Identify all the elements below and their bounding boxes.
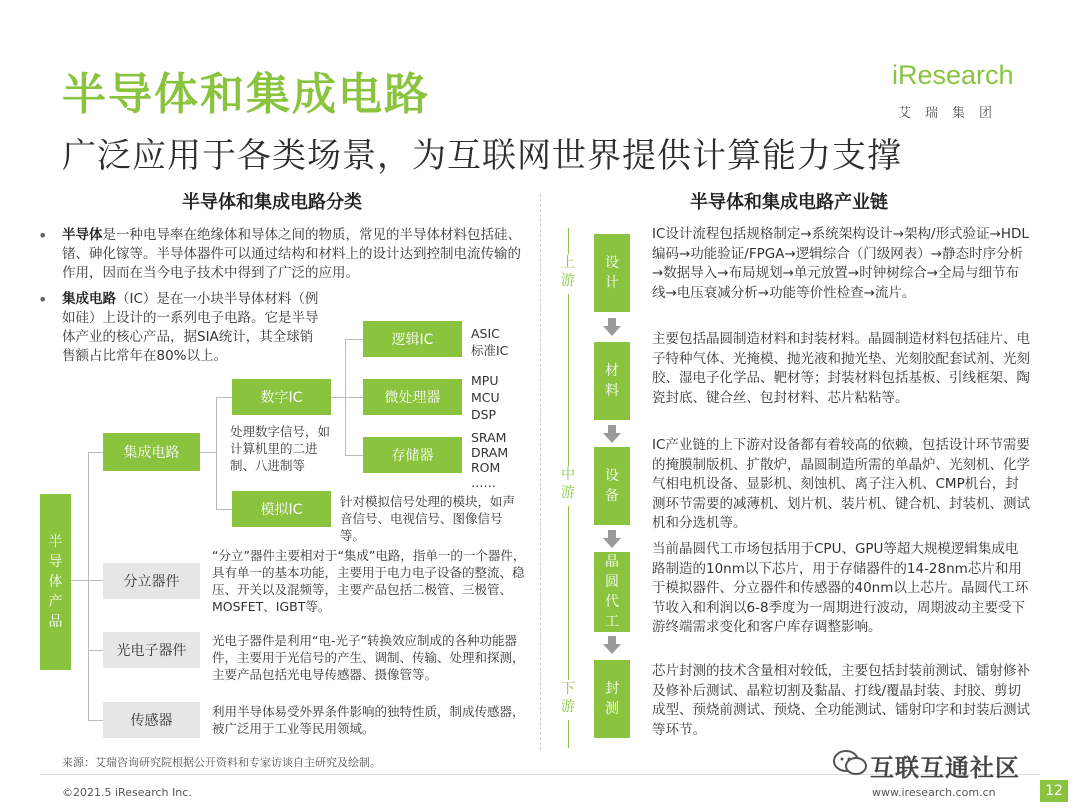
bullet-ic (62, 290, 324, 366)
phase-downstream: 下游 (557, 680, 579, 720)
memory-items: SRAM DRAM ROM …… (471, 430, 509, 490)
node-integrated-circuit: 集成电路 (103, 433, 200, 471)
phase-midstream: 中游 (557, 466, 579, 506)
connector (88, 720, 103, 721)
node-microprocessor: 微处理器 (363, 379, 462, 415)
left-section-heading: 半导体和集成电路分类 (182, 192, 362, 213)
iresearch-logo (892, 60, 1022, 122)
bullet-dot: • (38, 290, 48, 309)
discrete-desc: “分立”器件主要相对于“集成”电路，指单一的一个器件，具有单一的基本功能，主要用于电力电子设备的整流、稳压、开关以及混频等，主要产品包括二极管、三极管、MOSFET、IGBT等。 (212, 548, 526, 614)
logo-subtext: 艾瑞集团 (898, 106, 1007, 121)
page-number: 12 (1040, 780, 1068, 802)
copyright: ©2021.5 iResearch Inc. (62, 786, 192, 799)
microprocessor-items: MPU MCU DSP (471, 373, 500, 422)
website-link[interactable]: www.iresearch.com.cn (872, 786, 996, 799)
stage-equipment: 设备 (594, 447, 630, 525)
connector (345, 397, 363, 398)
page-title: 半导体和集成电路 (62, 69, 430, 120)
analog-ic-desc: 针对模拟信号处理的模块，如声音信号、电视信号、图像信号等。 (340, 494, 516, 543)
source-note: 来源：艾瑞咨询研究院根据公开资料和专家访谈自主研究及绘制。 (62, 756, 381, 769)
connector (88, 452, 103, 453)
node-logic-ic: 逻辑IC (363, 321, 462, 357)
connector (345, 339, 363, 340)
stage-foundry: 晶圆代工 (594, 552, 630, 632)
connector (88, 580, 103, 581)
down-arrow-icon (603, 636, 621, 654)
bullet-semiconductor (62, 226, 530, 283)
stage-packaging-desc: 芯片封测的技术含量相对较低，主要包括封装前测试、镭射修补及修补后测试、晶粒切割及黏晶、打线/覆晶封装、封胶、剪切成型、预烧前测试、预烧、全功能测试、镭射印字和封装后测试等环节。 (652, 663, 1030, 738)
page-subtitle: 广泛应用于各类场景，为互联网世界提供计算能力支撑 (62, 136, 902, 176)
stage-materials-desc: 主要包括晶圆制造材料和封装材料。晶圆制造材料包括硅片、电子特种气体、光掩模、抛光液和抛光垫、光刻胶配套试剂、光刻胶、湿电子化学品、靶材等；封装材料包括基板、引线框架、陶瓷封底、键合丝、包封材料、芯片粘粘等。 (652, 331, 1030, 406)
bullet-text: （IC）是在一小块半导体材料（例如硅）上设计的一系列电子电路。它是半导体产业的核心产品，据SIA统计，其全球销售额占比常年在80%以上。 (62, 291, 319, 364)
down-arrow-icon (603, 425, 621, 443)
stage-materials: 材料 (594, 342, 630, 420)
sensor-desc: 利用半导体易受外界条件影响的独特性质，制成传感器，被广泛用于工业等民用领域。 (212, 704, 525, 736)
digital-ic-desc: 处理数字信号，如计算机里的二进制、八进制等 (230, 424, 331, 473)
down-arrow-icon (603, 318, 621, 336)
connector (216, 509, 232, 510)
logic-ic-items: ASIC 标准IC (471, 326, 509, 358)
connector (200, 452, 216, 453)
right-section-heading: 半导体和集成电路产业链 (690, 192, 888, 213)
bullet-term: 半导体 (62, 227, 103, 243)
node-analog-ic: 模拟IC (232, 491, 331, 527)
connector (216, 397, 217, 509)
watermark-text: 互联互通社区 (870, 754, 1020, 782)
optoelectronic-desc: 光电子器件是利用“电-光子”转换效应制成的各种功能器件，主要用于光信号的产生、调制、传输、处理和探测，主要产品包括光电导传感器、摄像管等。 (212, 633, 525, 682)
stage-design-desc: IC设计流程包括规格制定→系统架构设计→架构/形式验证→HDL编码→功能验证/FPGA→逻辑综合（门级网表）→静态时序分析→数据导入→布局规划→单元放置→时钟树综合→全局与细节布线→电压衰减分析→功能等价性检查→流片。 (652, 226, 1029, 301)
connector (331, 397, 345, 398)
connector (216, 397, 232, 398)
node-optoelectronic-devices: 光电子器件 (103, 632, 200, 668)
logo-text: iResearch (892, 60, 1014, 90)
connector (88, 650, 103, 651)
stage-packaging-testing: 封测 (594, 660, 630, 738)
bullet-dot: • (38, 226, 48, 245)
node-sensors: 传感器 (103, 702, 200, 738)
node-discrete-devices: 分立器件 (103, 563, 200, 599)
node-digital-ic: 数字IC (232, 379, 331, 415)
wechat-icon (832, 748, 868, 778)
stage-equipment-desc: IC产业链的上下游对设备都有着较高的依赖，包括设计环节需要的掩膜制版机、扩散炉，晶圆制造所需的单晶炉、光刻机、化学气相电机设备、显影机、刻蚀机、离子注入机、CMP机台，封测环节需要的减薄机、划片机、装片机、键合机、封装机、测试机和分选机等。 (652, 437, 1030, 531)
phase-upstream: 上游 (557, 254, 579, 294)
bullet-term: 集成电路 (62, 291, 116, 307)
stage-design: 设计 (594, 234, 630, 312)
connector (345, 455, 363, 456)
stage-foundry-desc: 当前晶圆代工市场包括用于CPU、GPU等超大规模逻辑集成电路制造的10nm以下芯片，用于存储器件的14-28nm芯片和用于模拟器件、分立器件和传感器的40nm以上芯片。晶圆代工环节收入和利润以6-8季度为一周期进行波动，周期波动主要受下游终端需求变化和客户库存调整影响。 (652, 541, 1029, 635)
node-memory: 存储器 (363, 437, 462, 473)
down-arrow-icon (603, 530, 621, 548)
connector (88, 452, 89, 720)
bullet-text: 是一种电导率在绝缘体和导体之间的物质，常见的半导体材料包括硅、锗、砷化镓等。半导体器件可以通过结构和材料上的设计达到控制电流传输的作用，因而在当今电子技术中得到了广泛的应用。 (62, 227, 521, 281)
section-divider (540, 194, 541, 750)
root-semiconductor-products: 半导体产品 (40, 494, 71, 670)
